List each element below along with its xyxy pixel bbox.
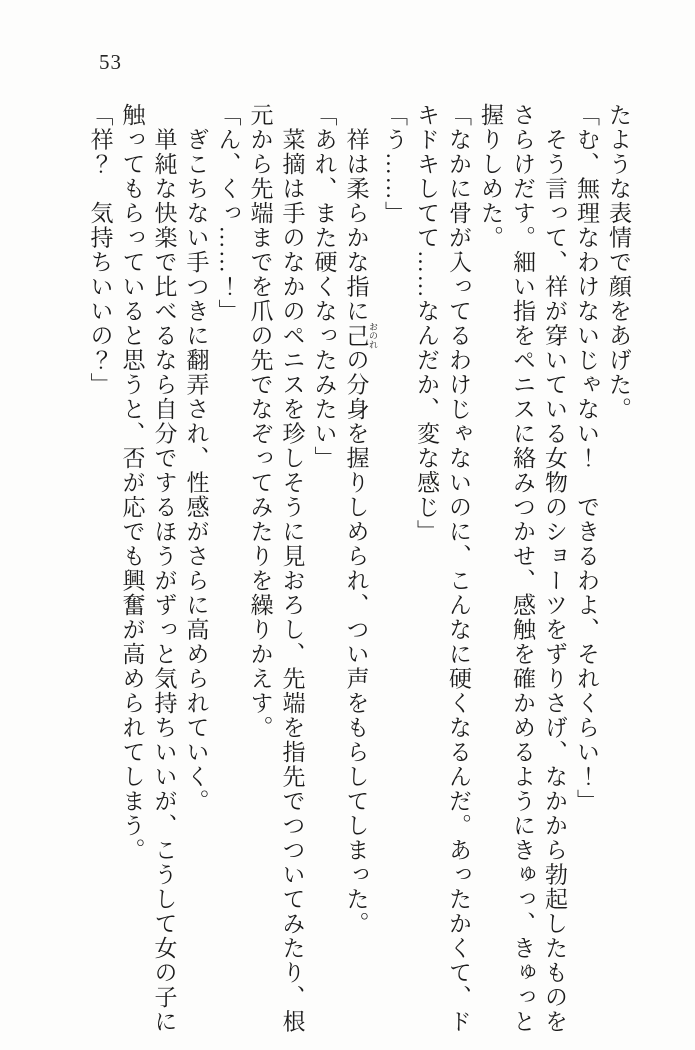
text-block bbox=[84, 103, 635, 1041]
paragraph-11: 単純な快楽で比べるなら自分でするほうがずっと気持ちいいが、こうして女の子に触ってもらっていると思うと、否が応でも興奮が高められてしまう。 bbox=[119, 103, 177, 1034]
paragraph-10: ぎこちない手つきに翻弄され、性感がさらに高められていく。 bbox=[183, 103, 209, 814]
paragraph-9: 「ん、くっ……！」 bbox=[215, 103, 241, 324]
paragraph-1: たような表情で顔をあげた。 bbox=[606, 103, 631, 422]
paragraph-7: 「あれ、また硬くなったみたい」 bbox=[311, 103, 337, 471]
furigana-annotation: 己 おのれ bbox=[343, 322, 378, 350]
paragraph-2: 「む、無理なわけないじゃない！ できるわよ、それくらい！」 bbox=[574, 103, 599, 814]
page-number: 53 bbox=[99, 50, 122, 74]
paragraph-4: 「なかに骨が入ってるわけじゃないのに、こんなに硬くなるんだ。あったかくて、ドキドキしてて……なんだか、変な感じ」 bbox=[414, 103, 471, 1034]
paragraph-8: 菜摘は手のなかのペニスを珍しそうに見おろし、先端を指先でつついてみたり、根元から先端までを爪の先でなぞってみたりを繰りかえす。 bbox=[247, 103, 305, 1034]
paragraph-5: 「う……」 bbox=[382, 103, 407, 226]
paragraph-3: そう言って、祥が穿いている女物のショーツをずりさげ、なかから勃起したものをさらけだす。細い指をペニスに絡みつかせ、感触を確かめるようにきゅっ、きゅっと握りしめた。 bbox=[478, 103, 567, 1034]
paragraph-12: 「祥？ 気持ちいいの？」 bbox=[87, 103, 113, 397]
paragraph-6: 祥は柔らかな指に己 おのれの分身を握りしめられ、つい声をもらしてしまった。 bbox=[343, 103, 378, 936]
